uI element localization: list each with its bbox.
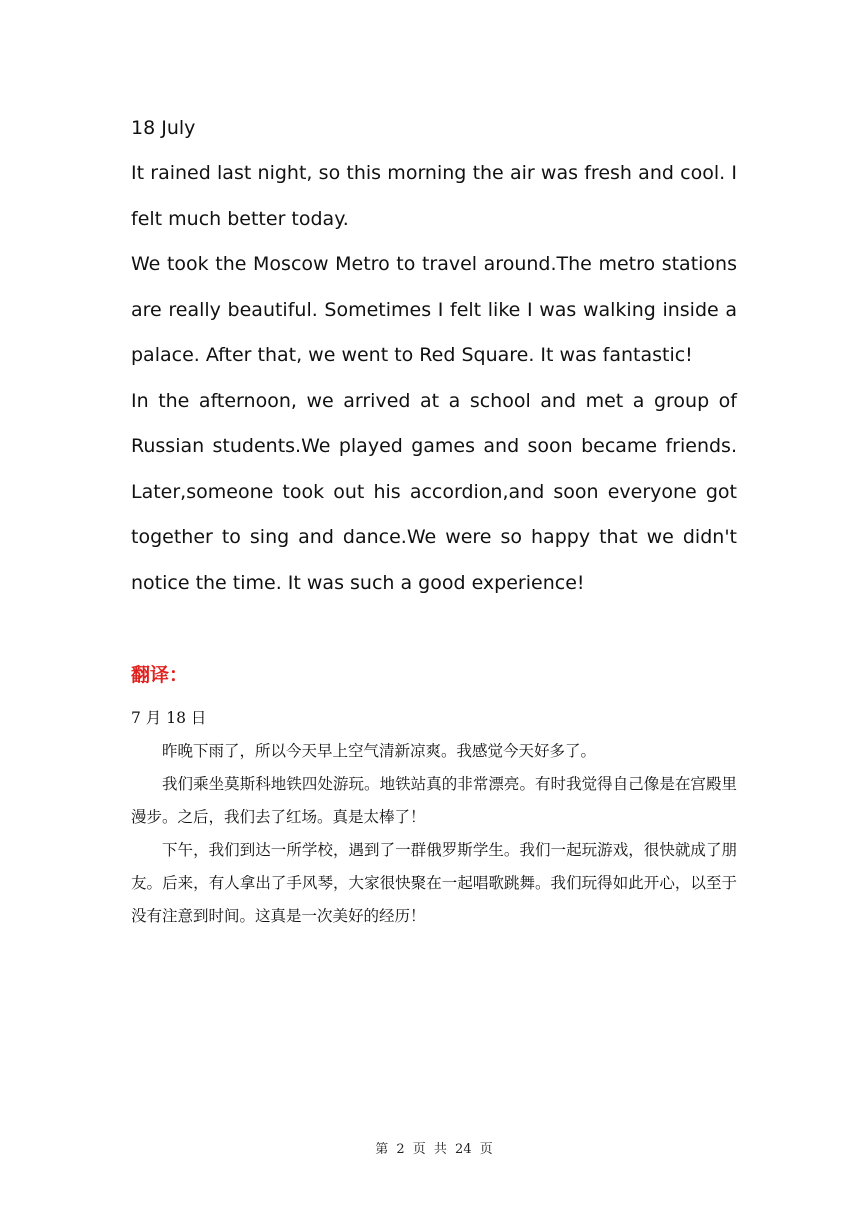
diary-paragraph-2: We took the Moscow Metro to travel around.The metro stations are really beautiful. Sometimes I felt like I was walking inside a palace. After that, we went to Red Square. It was fantastic! — [131, 253, 737, 366]
diary-body — [131, 151, 737, 606]
translation-body — [131, 735, 737, 933]
translation-paragraph-2: 我们乘坐莫斯科地铁四处游玩。地铁站真的非常漂亮。有时我觉得自己像是在宫殿里漫步。之后，我们去了红场。真是太棒了！ — [131, 775, 737, 826]
translation-paragraph-1: 昨晚下雨了，所以今天早上空气清新凉爽。我感觉今天好多了。 — [162, 742, 597, 760]
translation-date — [131, 702, 737, 735]
diary-paragraph-3: In the afternoon, we arrived at a school and met a group of Russian students.We played games and soon became friends. Later,someone took out his accordion,and soon everyone got together to sing and dance.We were so happy that we didn't notice the time. It was such a good experience! — [131, 389, 737, 594]
diary-date — [131, 106, 737, 152]
page-number-footer: 第 2 页 共 24 页 — [375, 1142, 493, 1157]
translation-heading: 翻译： — [131, 664, 189, 686]
translation-paragraph-3: 下午，我们到达一所学校，遇到了一群俄罗斯学生。我们一起玩游戏，很快就成了朋友。后来，有人拿出了手风琴，大家很快聚在一起唱歌跳舞。我们玩得如此开心，以至于没有注意到时间。这真是一次美好的经历！ — [131, 841, 737, 925]
diary-date-text: 18 July — [131, 117, 196, 139]
translation-date-text: 7 月 18 日 — [131, 709, 207, 727]
diary-paragraph-1: It rained last night, so this morning the air was fresh and cool. I felt much better today. — [131, 162, 737, 230]
